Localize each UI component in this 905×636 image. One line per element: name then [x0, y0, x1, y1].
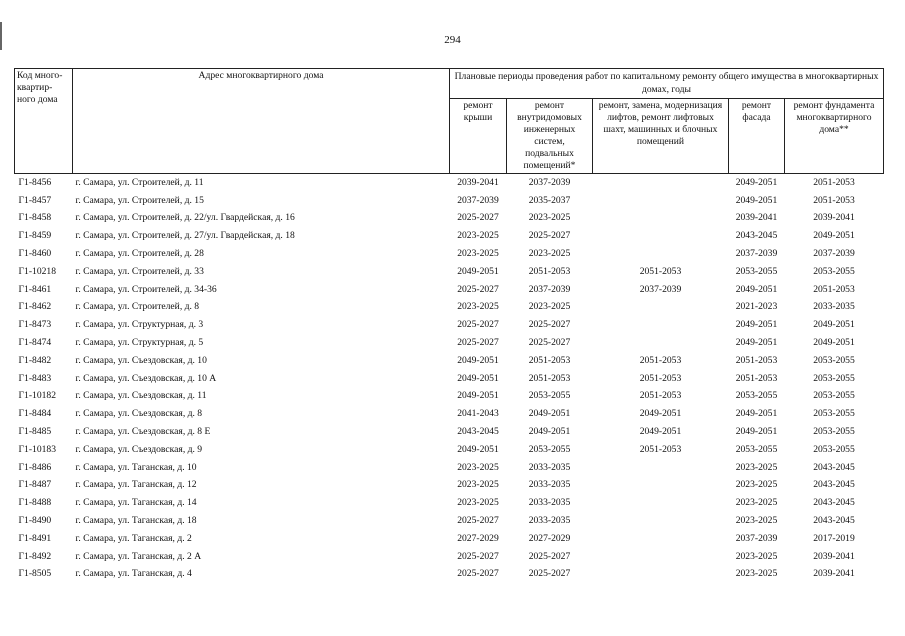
cell-roof-period: 2025-2027 [457, 550, 499, 562]
cell-roof-period: 2023-2025 [457, 497, 499, 509]
cell-address: г. Самара, ул. Таганская, д. 4 [75, 568, 192, 580]
cell-elevator-period [593, 192, 729, 210]
cell-roof-period: 2027-2029 [457, 532, 499, 544]
cell-foundation-period: 2017-2019 [813, 532, 855, 544]
cell-engineering-period: 2051-2053 [528, 354, 571, 366]
cell-facade-period: 2039-2041 [735, 212, 778, 224]
cell-facade-period: 2053-2055 [735, 390, 778, 402]
cell-elevator-period [593, 566, 729, 584]
cell-foundation-period: 2053-2055 [813, 443, 855, 455]
cell-address: г. Самара, ул. Таганская, д. 10 [75, 461, 197, 473]
cell-engineering-period: 2049-2051 [528, 426, 571, 438]
cell-elevator-period: 2051-2053 [639, 372, 682, 384]
cell-facade-period: 2049-2051 [735, 194, 778, 206]
cell-facade-period: 2051-2053 [735, 354, 778, 366]
table-row [15, 494, 884, 512]
cell-engineering-period: 2037-2039 [528, 176, 571, 188]
cell-elevator-period [593, 334, 729, 352]
cell-house-code: Г1-8485 [18, 426, 52, 438]
header-facade-repair: ремонт фасада [729, 99, 785, 174]
table-row [15, 370, 884, 388]
cell-address: г. Самара, ул. Строителей, д. 28 [75, 248, 204, 260]
cell-facade-period: 2053-2055 [735, 443, 778, 455]
cell-foundation-period: 2053-2055 [813, 372, 855, 384]
cell-address: г. Самара, ул. Таганская, д. 14 [75, 497, 197, 509]
cell-house-code: Г1-8460 [18, 248, 52, 260]
table-row [15, 174, 884, 192]
cell-facade-period: 2043-2045 [735, 230, 778, 242]
cell-elevator-period [593, 174, 729, 192]
cell-foundation-period: 2043-2045 [813, 515, 855, 527]
cell-engineering-period: 2037-2039 [528, 283, 571, 295]
cell-roof-period: 2025-2027 [457, 568, 499, 580]
cell-address: г. Самара, ул. Таганская, д. 2 А [75, 550, 202, 562]
cell-house-code: Г1-8473 [18, 319, 52, 331]
cell-roof-period: 2023-2025 [457, 301, 499, 313]
cell-foundation-period: 2043-2045 [813, 479, 855, 491]
cell-facade-period: 2051-2053 [735, 372, 778, 384]
cell-foundation-period: 2051-2053 [813, 194, 855, 206]
cell-house-code: Г1-8482 [18, 354, 52, 366]
cell-foundation-period: 2051-2053 [813, 176, 855, 188]
cell-foundation-period: 2049-2051 [813, 337, 855, 349]
cell-address: г. Самара, ул. Съездовская, д. 10 [75, 354, 207, 366]
cell-house-code: Г1-10218 [18, 265, 57, 277]
cell-engineering-period: 2023-2025 [528, 212, 571, 224]
cell-facade-period: 2023-2025 [735, 550, 778, 562]
table-row [15, 263, 884, 281]
cell-facade-period: 2023-2025 [735, 515, 778, 527]
cell-roof-period: 2025-2027 [457, 515, 499, 527]
cell-address: г. Самара, ул. Строителей, д. 27/ул. Гвардейская, д. 18 [75, 230, 295, 242]
cell-house-code: Г1-8456 [18, 176, 52, 188]
cell-engineering-period: 2053-2055 [528, 390, 571, 402]
capital-repair-schedule-table [14, 68, 884, 583]
cell-roof-period: 2023-2025 [457, 461, 499, 473]
cell-house-code: Г1-8483 [18, 372, 52, 384]
cell-roof-period: 2025-2027 [457, 283, 499, 295]
cell-engineering-period: 2049-2051 [528, 408, 571, 420]
table-row [15, 352, 884, 370]
cell-roof-period: 2025-2027 [457, 337, 499, 349]
cell-house-code: Г1-10183 [18, 443, 57, 455]
cell-engineering-period: 2025-2027 [528, 550, 571, 562]
table-row [15, 405, 884, 423]
cell-roof-period: 2049-2051 [457, 443, 499, 455]
cell-house-code: Г1-8491 [18, 532, 52, 544]
cell-facade-period: 2049-2051 [735, 426, 778, 438]
table-row [15, 299, 884, 317]
cell-foundation-period: 2053-2055 [813, 265, 855, 277]
header-foundation-repair: ремонт фундамента многоквартирного дома** [785, 99, 884, 174]
cell-address: г. Самара, ул. Таганская, д. 18 [75, 515, 197, 527]
cell-house-code: Г1-8490 [18, 515, 52, 527]
cell-elevator-period: 2037-2039 [639, 283, 682, 295]
cell-address: г. Самара, ул. Строителей, д. 33 [75, 265, 204, 277]
table-row [15, 512, 884, 530]
cell-elevator-period: 2049-2051 [639, 426, 682, 438]
cell-elevator-period: 2051-2053 [639, 265, 682, 277]
cell-elevator-period [593, 477, 729, 495]
table-row [15, 530, 884, 548]
cell-facade-period: 2037-2039 [735, 532, 778, 544]
cell-house-code: Г1-8505 [18, 568, 52, 580]
cell-facade-period: 2021-2023 [735, 301, 778, 313]
cell-house-code: Г1-8474 [18, 337, 52, 349]
cell-elevator-period [593, 530, 729, 548]
cell-engineering-period: 2033-2035 [528, 515, 571, 527]
cell-address: г. Самара, ул. Структурная, д. 3 [75, 319, 204, 331]
cell-elevator-period [593, 299, 729, 317]
cell-roof-period: 2023-2025 [457, 248, 499, 260]
cell-roof-period: 2037-2039 [457, 194, 499, 206]
cell-elevator-period [593, 316, 729, 334]
cell-foundation-period: 2037-2039 [813, 248, 855, 260]
cell-elevator-period: 2051-2053 [639, 390, 682, 402]
cell-address: г. Самара, ул. Строителей, д. 15 [75, 194, 204, 206]
cell-facade-period: 2023-2025 [735, 497, 778, 509]
cell-roof-period: 2049-2051 [457, 265, 499, 277]
cell-foundation-period: 2049-2051 [813, 230, 855, 242]
cell-house-code: Г1-8458 [18, 212, 52, 224]
cell-elevator-period [593, 494, 729, 512]
table-row [15, 316, 884, 334]
cell-foundation-period: 2043-2045 [813, 497, 855, 509]
cell-address: г. Самара, ул. Съездовская, д. 8 Е [75, 426, 211, 438]
cell-facade-period: 2049-2051 [735, 337, 778, 349]
cell-foundation-period: 2053-2055 [813, 426, 855, 438]
cell-engineering-period: 2033-2035 [528, 461, 571, 473]
page-number: 294 [444, 34, 461, 46]
table-row [15, 441, 884, 459]
cell-facade-period: 2049-2051 [735, 408, 778, 420]
cell-engineering-period: 2033-2035 [528, 497, 571, 509]
cell-address: г. Самара, ул. Строителей, д. 34-36 [75, 283, 217, 295]
cell-address: г. Самара, ул. Строителей, д. 22/ул. Гвардейская, д. 16 [75, 212, 295, 224]
cell-foundation-period: 2039-2041 [813, 550, 855, 562]
cell-foundation-period: 2053-2055 [813, 408, 855, 420]
cell-house-code: Г1-8459 [18, 230, 52, 242]
cell-facade-period: 2049-2051 [735, 283, 778, 295]
cell-address: г. Самара, ул. Строителей, д. 11 [75, 176, 204, 188]
cell-address: г. Самара, ул. Таганская, д. 12 [75, 479, 197, 491]
cell-elevator-period [593, 227, 729, 245]
table-row [15, 566, 884, 584]
table-row [15, 245, 884, 263]
cell-elevator-period [593, 512, 729, 530]
cell-foundation-period: 2039-2041 [813, 212, 855, 224]
header-roof-repair: ремонт крыши [450, 99, 507, 174]
cell-facade-period: 2023-2025 [735, 568, 778, 580]
cell-roof-period: 2043-2045 [457, 426, 499, 438]
table-row [15, 459, 884, 477]
cell-roof-period: 2025-2027 [457, 212, 499, 224]
cell-engineering-period: 2035-2037 [528, 194, 571, 206]
cell-roof-period: 2023-2025 [457, 479, 499, 491]
table-row [15, 281, 884, 299]
table-row [15, 548, 884, 566]
cell-engineering-period: 2025-2027 [528, 337, 571, 349]
header-engineering-repair: ремонт внутридомовых инженерных систем, подвальных помещений* [507, 99, 593, 174]
cell-house-code: Г1-8461 [18, 283, 52, 295]
cell-elevator-period [593, 210, 729, 228]
cell-house-code: Г1-8487 [18, 479, 52, 491]
cell-engineering-period: 2051-2053 [528, 265, 571, 277]
cell-address: г. Самара, ул. Съездовская, д. 10 А [75, 372, 217, 384]
cell-engineering-period: 2053-2055 [528, 443, 571, 455]
cell-engineering-period: 2033-2035 [528, 479, 571, 491]
table-row [15, 210, 884, 228]
cell-elevator-period: 2049-2051 [639, 408, 682, 420]
cell-roof-period: 2041-2043 [457, 408, 499, 420]
cell-foundation-period: 2033-2035 [813, 301, 855, 313]
cell-elevator-period [593, 459, 729, 477]
cell-address: г. Самара, ул. Таганская, д. 2 [75, 532, 192, 544]
cell-facade-period: 2023-2025 [735, 479, 778, 491]
cell-roof-period: 2049-2051 [457, 354, 499, 366]
cell-facade-period: 2037-2039 [735, 248, 778, 260]
table-row [15, 423, 884, 441]
cell-roof-period: 2023-2025 [457, 230, 499, 242]
cell-foundation-period: 2051-2053 [813, 283, 855, 295]
cell-engineering-period: 2025-2027 [528, 568, 571, 580]
cell-house-code: Г1-8488 [18, 497, 52, 509]
cell-address: г. Самара, ул. Съездовская, д. 9 [75, 443, 203, 455]
cell-foundation-period: 2053-2055 [813, 354, 855, 366]
header-address: Адрес многоквартирного дома [73, 69, 450, 174]
header-elevator-repair: ремонт, замена, модернизация лифтов, ремонт лифтовых шахт, машинных и блочных помещений [593, 99, 729, 174]
cell-elevator-period: 2051-2053 [639, 443, 682, 455]
cell-address: г. Самара, ул. Съездовская, д. 11 [75, 390, 207, 402]
cell-elevator-period: 2051-2053 [639, 354, 682, 366]
cell-roof-period: 2049-2051 [457, 390, 499, 402]
cell-house-code: Г1-8492 [18, 550, 52, 562]
cell-house-code: Г1-10182 [18, 390, 57, 402]
cell-engineering-period: 2027-2029 [528, 532, 571, 544]
cell-engineering-period: 2025-2027 [528, 230, 571, 242]
cell-foundation-period: 2049-2051 [813, 319, 855, 331]
cell-address: г. Самара, ул. Структурная, д. 5 [75, 337, 204, 349]
table-row [15, 477, 884, 495]
cell-roof-period: 2025-2027 [457, 319, 499, 331]
table-row [15, 192, 884, 210]
cell-engineering-period: 2023-2025 [528, 301, 571, 313]
table-row [15, 227, 884, 245]
cell-roof-period: 2049-2051 [457, 372, 499, 384]
header-house-code: Код много-квартир-ного дома [15, 69, 73, 174]
table-row [15, 334, 884, 352]
cell-engineering-period: 2051-2053 [528, 372, 571, 384]
cell-elevator-period [593, 548, 729, 566]
cell-engineering-period: 2023-2025 [528, 248, 571, 260]
cell-facade-period: 2049-2051 [735, 176, 778, 188]
cell-foundation-period: 2043-2045 [813, 461, 855, 473]
cell-roof-period: 2039-2041 [457, 176, 499, 188]
cell-engineering-period: 2025-2027 [528, 319, 571, 331]
cell-foundation-period: 2039-2041 [813, 568, 855, 580]
cell-house-code: Г1-8457 [18, 194, 52, 206]
cell-facade-period: 2023-2025 [735, 461, 778, 473]
cell-house-code: Г1-8486 [18, 461, 52, 473]
table-row [15, 388, 884, 406]
cell-address: г. Самара, ул. Съездовская, д. 8 [75, 408, 203, 420]
cell-facade-period: 2053-2055 [735, 265, 778, 277]
cell-house-code: Г1-8484 [18, 408, 52, 420]
cell-elevator-period [593, 245, 729, 263]
cell-house-code: Г1-8462 [18, 301, 52, 313]
cell-facade-period: 2049-2051 [735, 319, 778, 331]
cell-address: г. Самара, ул. Строителей, д. 8 [75, 301, 200, 313]
header-planned-periods: Плановые периоды проведения работ по капитальному ремонту общего имущества в многоквартирных домах, годы [450, 69, 884, 99]
cell-foundation-period: 2053-2055 [813, 390, 855, 402]
